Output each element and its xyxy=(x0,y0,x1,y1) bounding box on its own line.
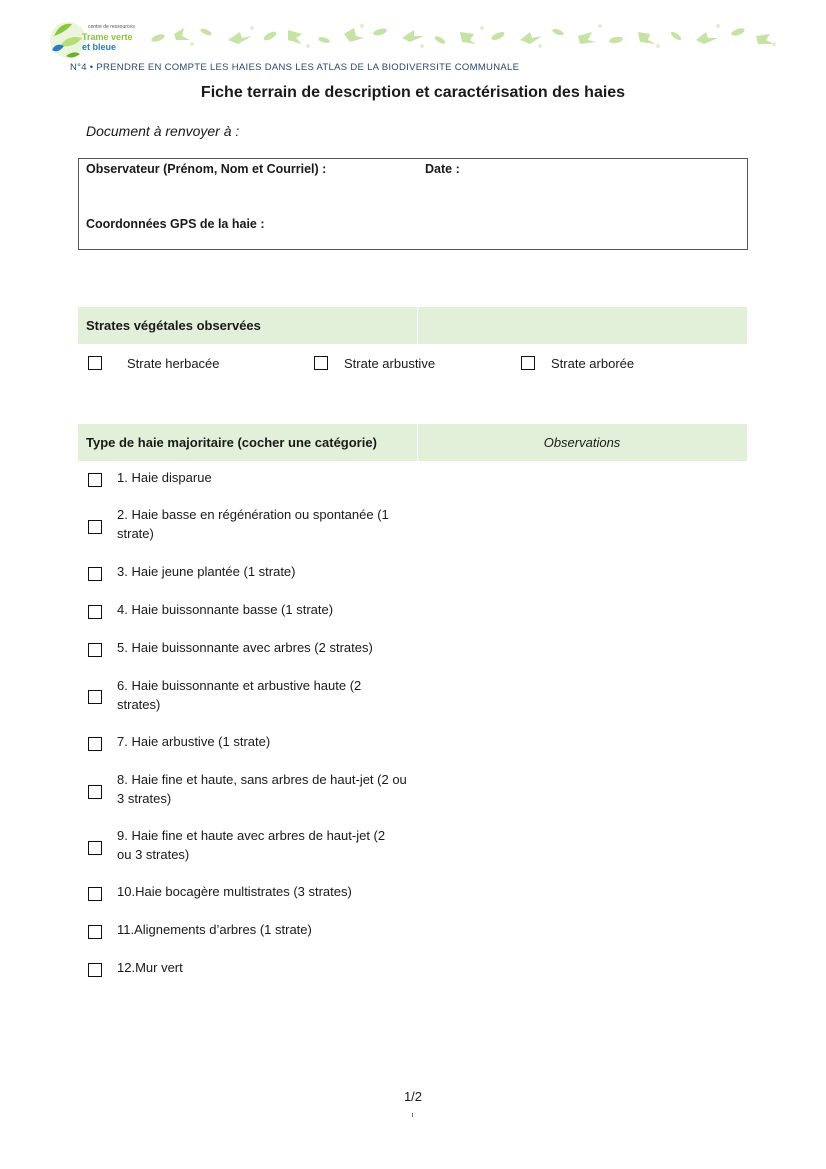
logo xyxy=(46,16,142,64)
hedge-type-4-checkbox[interactable] xyxy=(88,605,102,619)
observer-label: Observateur (Prénom, Nom et Courriel) : xyxy=(86,162,327,176)
strata-header-band xyxy=(78,307,747,344)
subheader: N°4 • PRENDRE EN COMPTE LES HAIES DANS LES ATLAS DE LA BIODIVERSITE COMMUNALE xyxy=(70,62,520,73)
hedge-type-1-checkbox[interactable] xyxy=(88,473,102,487)
logo-title-line1: Trame verte xyxy=(82,32,133,42)
hedge-type-8-label: 8. Haie fine et haute, sans arbres de haut-jet (2 ou 3 strates) xyxy=(117,772,407,806)
hedge-type-3-checkbox[interactable] xyxy=(88,567,102,581)
date-label: Date : xyxy=(425,162,460,176)
hedge-type-5-checkbox[interactable] xyxy=(88,643,102,657)
hedge-type-6-label: 6. Haie buissonnante et arbustive haute (2 strates) xyxy=(117,678,362,712)
observer-info-box[interactable] xyxy=(78,158,748,250)
hedge-type-9-checkbox[interactable] xyxy=(88,841,102,855)
hedge-type-1-label: 1. Haie disparue xyxy=(117,470,212,485)
hedge-type-2-label: 2. Haie basse en régénération ou spontanée (1 strate) xyxy=(117,507,389,541)
hedge-type-7-checkbox[interactable] xyxy=(88,737,102,751)
strata-arboree-label: Strate arborée xyxy=(551,356,635,371)
hedge-type-12-checkbox[interactable] xyxy=(88,963,102,977)
hedge-type-5-label: 5. Haie buissonnante avec arbres (2 strates) xyxy=(117,640,373,655)
hedge-type-8-checkbox[interactable] xyxy=(88,785,102,799)
hedge-type-10-checkbox[interactable] xyxy=(88,887,102,901)
hedge-type-6-checkbox[interactable] xyxy=(88,690,102,704)
document-return-label: Document à renvoyer à : xyxy=(86,123,240,139)
gps-label: Coordonnées GPS de la haie : xyxy=(86,217,265,231)
strata-arbustive-label: Strate arbustive xyxy=(344,356,436,371)
hedge-type-header-band xyxy=(78,424,747,461)
observations-label: Observations xyxy=(543,435,621,450)
footer-mark xyxy=(412,1113,413,1117)
hedge-type-9-label: 9. Haie fine et haute avec arbres de haut-jet (2 ou 3 strates) xyxy=(117,828,386,862)
page-number: 1/2 xyxy=(403,1089,423,1104)
hedge-type-11-checkbox[interactable] xyxy=(88,925,102,939)
strata-herbacee-label: Strate herbacée xyxy=(127,356,220,371)
strata-arbustive-checkbox[interactable] xyxy=(314,356,328,370)
strata-arboree-checkbox[interactable] xyxy=(521,356,535,370)
hedge-type-4-label: 4. Haie buissonnante basse (1 strate) xyxy=(117,602,334,617)
hedge-type-7-label: 7. Haie arbustive (1 strate) xyxy=(117,734,271,749)
hedge-type-3-label: 3. Haie jeune plantée (1 strate) xyxy=(117,564,296,579)
logo-caption: centre de ressources xyxy=(88,24,135,30)
page-title: Fiche terrain de description et caractérisation des haies xyxy=(200,84,626,101)
hedge-type-11-label: 11.Alignements d’arbres (1 strate) xyxy=(117,922,312,937)
decorative-banner xyxy=(148,20,782,52)
hedge-type-title: Type de haie majoritaire (cocher une catégorie) xyxy=(86,435,377,450)
hedge-type-10-label: 10.Haie bocagère multistrates (3 strates) xyxy=(117,884,352,899)
strata-title: Strates végétales observées xyxy=(86,318,261,333)
logo-title-line2: et bleue xyxy=(82,42,117,52)
hedge-type-12-label: 12.Mur vert xyxy=(117,960,183,975)
strata-herbacee-checkbox[interactable] xyxy=(88,356,102,370)
hedge-type-2-checkbox[interactable] xyxy=(88,520,102,534)
